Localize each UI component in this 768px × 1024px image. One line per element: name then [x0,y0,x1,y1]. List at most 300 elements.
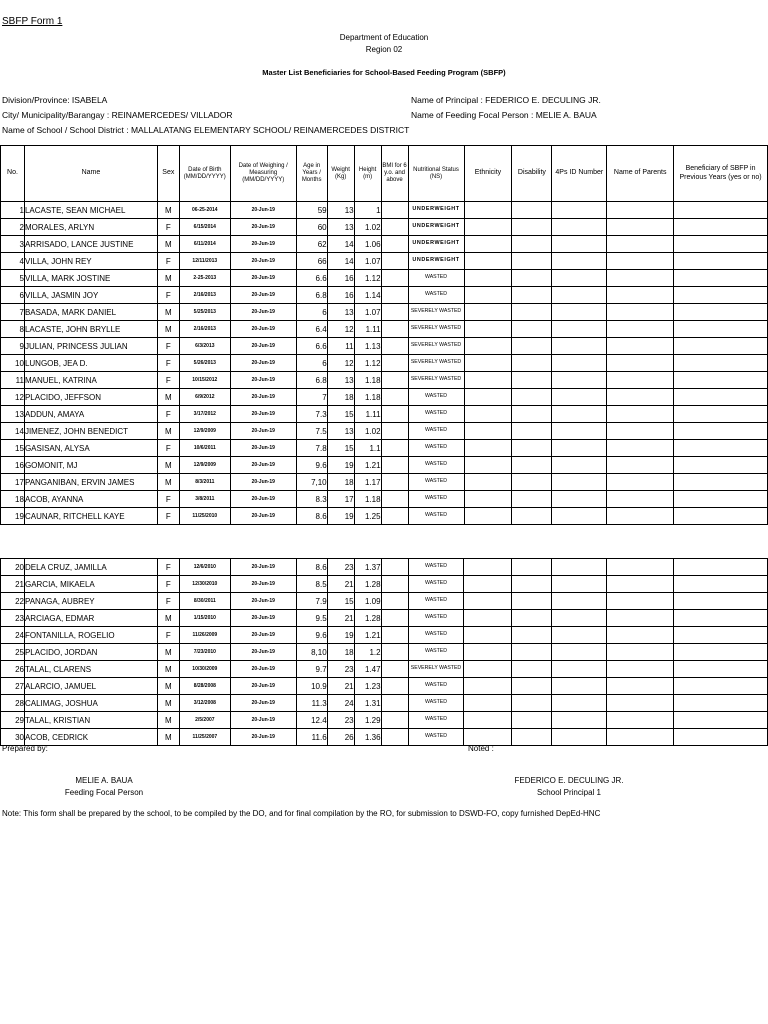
cell-date-of-weighing: 20-Jun-19 [230,457,296,474]
cell-nutritional-status: WASTED [408,644,464,661]
cell-4ps-id [552,304,607,321]
cell-ethnicity [464,406,512,423]
cell-ethnicity [464,202,512,219]
cell-bmi [381,593,408,610]
cell-no: 16 [1,457,25,474]
cell-beneficiary-previous [674,644,768,661]
cell-nutritional-status: WASTED [408,491,464,508]
cell-nutritional-status: WASTED [408,389,464,406]
cell-weight: 14 [327,253,354,270]
cell-height: 1.47 [354,661,381,678]
table-row [1,423,768,440]
cell-weight: 23 [327,559,354,576]
cell-ethnicity [464,576,512,593]
form-title: SBFP Form 1 [2,16,63,27]
cell-disability [512,610,552,627]
table-row [1,372,768,389]
cell-age: 8.3 [296,491,327,508]
table-row [1,321,768,338]
table-row [1,576,768,593]
cell-height: 1.21 [354,627,381,644]
cell-date-of-weighing: 20-Jun-19 [230,729,296,746]
cell-bmi [381,508,408,525]
cell-date-of-birth: 3/12/2008 [179,695,230,712]
cell-sex: M [157,695,179,712]
cell-sex: F [157,219,179,236]
cell-nutritional-status: SEVERELY WASTED [408,355,464,372]
cell-nutritional-status: WASTED [408,695,464,712]
cell-bmi [381,338,408,355]
cell-name: GASISAN, ALYSA [24,440,157,457]
cell-age: 9.6 [296,457,327,474]
cell-bmi [381,474,408,491]
cell-sex: F [157,253,179,270]
cell-bmi [381,610,408,627]
cell-date-of-weighing: 20-Jun-19 [230,712,296,729]
principal-name: FEDERICO E. DECULING JR. [514,776,624,785]
cell-no: 25 [1,644,25,661]
cell-name: FONTANILLA, ROGELIO [24,627,157,644]
cell-date-of-weighing: 20-Jun-19 [230,695,296,712]
cell-ethnicity [464,661,512,678]
table-row [1,627,768,644]
cell-disability [512,355,552,372]
table-row [1,304,768,321]
cell-height: 1.02 [354,219,381,236]
cell-age: 6 [296,355,327,372]
cell-weight: 13 [327,202,354,219]
cell-nutritional-status: SEVERELY WASTED [408,304,464,321]
cell-age: 11.3 [296,695,327,712]
cell-name: BASADA, MARK DANIEL [24,304,157,321]
cell-beneficiary-previous [674,712,768,729]
cell-date-of-weighing: 20-Jun-19 [230,508,296,525]
table-row [1,712,768,729]
form-note: Note: This form shall be prepared by the school, to be compiled by the DO, and for final compilation by the RO, for submission to DSWD-FO, copy furnished DepEd-HNC [2,809,601,818]
cell-4ps-id [552,202,607,219]
header-name: Name [24,146,157,202]
cell-date-of-weighing: 20-Jun-19 [230,236,296,253]
cell-sex: M [157,474,179,491]
cell-date-of-weighing: 20-Jun-19 [230,440,296,457]
cell-weight: 19 [327,627,354,644]
cell-4ps-id [552,593,607,610]
cell-4ps-id [552,270,607,287]
prepared-by-label: Prepared by: [2,744,48,753]
table-row [1,508,768,525]
cell-name: PANAGA, AUBREY [24,593,157,610]
cell-date-of-birth: 3/8/2011 [179,491,230,508]
cell-ethnicity [464,491,512,508]
cell-disability [512,712,552,729]
cell-height: 1.2 [354,644,381,661]
cell-ethnicity [464,712,512,729]
cell-nutritional-status: UNDERWEIGHT [408,219,464,236]
cell-nutritional-status: WASTED [408,627,464,644]
beneficiaries-table-part-2 [0,558,768,746]
cell-no: 15 [1,440,25,457]
cell-no: 28 [1,695,25,712]
cell-no: 22 [1,593,25,610]
cell-sex: F [157,559,179,576]
cell-weight: 14 [327,236,354,253]
cell-nutritional-status: WASTED [408,610,464,627]
cell-date-of-weighing: 20-Jun-19 [230,355,296,372]
cell-4ps-id [552,457,607,474]
table-row [1,270,768,287]
cell-height: 1.14 [354,287,381,304]
cell-disability [512,219,552,236]
header-nutritional-status: Nutritional Status (NS) [408,146,464,202]
cell-height: 1.28 [354,576,381,593]
cell-sex: F [157,508,179,525]
cell-nutritional-status: WASTED [408,712,464,729]
cell-sex: F [157,593,179,610]
cell-name-of-parents [607,678,674,695]
cell-age: 6 [296,304,327,321]
cell-no: 30 [1,729,25,746]
cell-age: 8.6 [296,559,327,576]
principal-info: Name of Principal : FEDERICO E. DECULING JR. [411,95,601,105]
cell-beneficiary-previous [674,457,768,474]
cell-age: 7.8 [296,440,327,457]
cell-beneficiary-previous [674,491,768,508]
beneficiaries-table-part-1 [0,145,768,525]
cell-ethnicity [464,338,512,355]
cell-disability [512,440,552,457]
cell-no: 24 [1,627,25,644]
cell-disability [512,593,552,610]
cell-no: 29 [1,712,25,729]
cell-beneficiary-previous [674,661,768,678]
cell-bmi [381,219,408,236]
cell-age: 7.5 [296,423,327,440]
cell-name: PANGANIBAN, ERVIN JAMES [24,474,157,491]
cell-bmi [381,355,408,372]
cell-4ps-id [552,338,607,355]
cell-ethnicity [464,457,512,474]
cell-sex: F [157,627,179,644]
cell-height: 1.11 [354,406,381,423]
cell-date-of-birth: 12/11/2013 [179,253,230,270]
cell-date-of-birth: 6/9/2012 [179,389,230,406]
cell-name-of-parents [607,695,674,712]
cell-no: 23 [1,610,25,627]
cell-date-of-weighing: 20-Jun-19 [230,661,296,678]
cell-bmi [381,406,408,423]
cell-disability [512,695,552,712]
cell-4ps-id [552,389,607,406]
cell-disability [512,576,552,593]
cell-date-of-birth: 06-25-2014 [179,202,230,219]
cell-beneficiary-previous [674,695,768,712]
cell-name: GARCIA, MIKAELA [24,576,157,593]
cell-4ps-id [552,423,607,440]
cell-sex: M [157,321,179,338]
cell-age: 62 [296,236,327,253]
cell-beneficiary-previous [674,559,768,576]
cell-name-of-parents [607,389,674,406]
cell-no: 13 [1,406,25,423]
header-weight: Weight (Kg) [327,146,354,202]
school-info: Name of School / School District : MALLALATANG ELEMENTARY SCHOOL/ REINAMERCEDES DISTRICT [2,125,410,135]
cell-date-of-weighing: 20-Jun-19 [230,593,296,610]
cell-ethnicity [464,627,512,644]
cell-height: 1.21 [354,457,381,474]
cell-beneficiary-previous [674,372,768,389]
cell-nutritional-status: WASTED [408,457,464,474]
cell-height: 1.06 [354,236,381,253]
cell-beneficiary-previous [674,304,768,321]
department-heading: Department of Education [339,33,429,42]
focal-person-info: Name of Feeding Focal Person : MELIE A. BAUA [411,110,597,120]
cell-4ps-id [552,474,607,491]
cell-height: 1.09 [354,593,381,610]
cell-weight: 18 [327,389,354,406]
table-row [1,355,768,372]
table-row [1,644,768,661]
cell-disability [512,338,552,355]
table-body-part-2 [1,559,768,746]
cell-height: 1.36 [354,729,381,746]
table-row [1,202,768,219]
cell-4ps-id [552,219,607,236]
cell-ethnicity [464,474,512,491]
cell-4ps-id [552,508,607,525]
cell-ethnicity [464,304,512,321]
cell-height: 1.29 [354,712,381,729]
cell-sex: M [157,304,179,321]
cell-no: 11 [1,372,25,389]
table-row [1,695,768,712]
cell-age: 7.9 [296,593,327,610]
table-row [1,287,768,304]
cell-nutritional-status: WASTED [408,474,464,491]
cell-bmi [381,287,408,304]
cell-disability [512,644,552,661]
cell-bmi [381,559,408,576]
cell-age: 8.6 [296,508,327,525]
cell-weight: 18 [327,474,354,491]
cell-nutritional-status: WASTED [408,576,464,593]
cell-no: 14 [1,423,25,440]
cell-date-of-weighing: 20-Jun-19 [230,627,296,644]
cell-no: 4 [1,253,25,270]
cell-nutritional-status: WASTED [408,440,464,457]
cell-beneficiary-previous [674,202,768,219]
cell-name: MORALES, ARLYN [24,219,157,236]
cell-nutritional-status: UNDERWEIGHT [408,236,464,253]
cell-name: VILLA, MARK JOSTINE [24,270,157,287]
preparer-name: MELIE A. BAUA [75,776,133,785]
cell-date-of-birth: 3/17/2012 [179,406,230,423]
header-age: Age in Years / Months [296,146,327,202]
cell-ethnicity [464,729,512,746]
cell-bmi [381,321,408,338]
cell-height: 1.1 [354,440,381,457]
cell-beneficiary-previous [674,576,768,593]
cell-date-of-weighing: 20-Jun-19 [230,644,296,661]
cell-date-of-weighing: 20-Jun-19 [230,287,296,304]
cell-name: VILLA, JOHN REY [24,253,157,270]
cell-no: 9 [1,338,25,355]
cell-ethnicity [464,236,512,253]
cell-date-of-birth: 7/23/2010 [179,644,230,661]
cell-sex: F [157,576,179,593]
cell-4ps-id [552,610,607,627]
cell-name-of-parents [607,236,674,253]
table-body-part-1 [1,202,768,525]
cell-4ps-id [552,372,607,389]
cell-name: MANUEL, KATRINA [24,372,157,389]
cell-disability [512,270,552,287]
cell-ethnicity [464,423,512,440]
cell-weight: 19 [327,508,354,525]
cell-no: 27 [1,678,25,695]
cell-date-of-weighing: 20-Jun-19 [230,253,296,270]
division-info: Division/Province: ISABELA [2,95,108,105]
cell-bmi [381,253,408,270]
table-row [1,559,768,576]
cell-ethnicity [464,287,512,304]
cell-4ps-id [552,644,607,661]
cell-age: 59 [296,202,327,219]
cell-beneficiary-previous [674,610,768,627]
cell-name-of-parents [607,559,674,576]
cell-date-of-weighing: 20-Jun-19 [230,372,296,389]
cell-nutritional-status: UNDERWEIGHT [408,253,464,270]
cell-name-of-parents [607,474,674,491]
cell-name-of-parents [607,372,674,389]
cell-date-of-birth: 10/6/2011 [179,440,230,457]
cell-no: 8 [1,321,25,338]
cell-ethnicity [464,508,512,525]
cell-name: ALARCIO, JAMUEL [24,678,157,695]
cell-name: PLACIDO, JORDAN [24,644,157,661]
cell-name-of-parents [607,355,674,372]
cell-nutritional-status: SEVERELY WASTED [408,372,464,389]
cell-disability [512,253,552,270]
cell-date-of-birth: 2-25-2013 [179,270,230,287]
cell-beneficiary-previous [674,423,768,440]
cell-name-of-parents [607,627,674,644]
cell-disability [512,457,552,474]
cell-age: 66 [296,253,327,270]
cell-sex: F [157,406,179,423]
cell-beneficiary-previous [674,474,768,491]
cell-no: 10 [1,355,25,372]
cell-nutritional-status: WASTED [408,593,464,610]
cell-ethnicity [464,219,512,236]
cell-4ps-id [552,321,607,338]
cell-nutritional-status: WASTED [408,406,464,423]
cell-nutritional-status: WASTED [408,678,464,695]
table-row [1,253,768,270]
cell-height: 1.11 [354,321,381,338]
cell-height: 1.07 [354,253,381,270]
cell-height: 1.31 [354,695,381,712]
cell-4ps-id [552,287,607,304]
cell-height: 1.12 [354,270,381,287]
cell-name: LUNGOB, JEA D. [24,355,157,372]
cell-ethnicity [464,610,512,627]
cell-name-of-parents [607,202,674,219]
cell-bmi [381,491,408,508]
cell-name: JIMENEZ, JOHN BENEDICT [24,423,157,440]
table-row [1,491,768,508]
cell-4ps-id [552,695,607,712]
cell-ethnicity [464,593,512,610]
cell-name: TALAL, KRISTIAN [24,712,157,729]
cell-beneficiary-previous [674,440,768,457]
principal-title: School Principal 1 [536,788,602,797]
cell-bmi [381,695,408,712]
cell-name-of-parents [607,321,674,338]
noted-label: Noted : [468,744,494,753]
cell-beneficiary-previous [674,508,768,525]
cell-name: VILLA, JASMIN JOY [24,287,157,304]
cell-date-of-birth: 11/26/2009 [179,627,230,644]
cell-bmi [381,389,408,406]
cell-weight: 16 [327,287,354,304]
cell-height: 1.25 [354,508,381,525]
cell-weight: 21 [327,610,354,627]
cell-sex: M [157,423,179,440]
cell-weight: 13 [327,219,354,236]
table-row [1,338,768,355]
cell-4ps-id [552,712,607,729]
cell-name: ADDUN, AMAYA [24,406,157,423]
cell-weight: 21 [327,678,354,695]
cell-date-of-birth: 11/25/2007 [179,729,230,746]
cell-4ps-id [552,440,607,457]
cell-name-of-parents [607,593,674,610]
cell-height: 1.23 [354,678,381,695]
cell-bmi [381,661,408,678]
cell-age: 12.4 [296,712,327,729]
cell-height: 1.12 [354,355,381,372]
cell-name-of-parents [607,219,674,236]
cell-name-of-parents [607,287,674,304]
cell-no: 17 [1,474,25,491]
cell-age: 6.8 [296,287,327,304]
cell-sex: M [157,644,179,661]
cell-beneficiary-previous [674,389,768,406]
cell-beneficiary-previous [674,219,768,236]
cell-sex: M [157,729,179,746]
cell-bmi [381,440,408,457]
header-no: No. [1,146,25,202]
cell-4ps-id [552,491,607,508]
cell-date-of-weighing: 20-Jun-19 [230,304,296,321]
cell-height: 1.07 [354,304,381,321]
cell-disability [512,321,552,338]
header-beneficiary-previous: Beneficiary of SBFP in Previous Years (yes or no) [674,146,768,202]
cell-4ps-id [552,678,607,695]
cell-date-of-weighing: 20-Jun-19 [230,678,296,695]
cell-date-of-weighing: 20-Jun-19 [230,491,296,508]
cell-4ps-id [552,406,607,423]
cell-sex: M [157,712,179,729]
cell-nutritional-status: WASTED [408,270,464,287]
table-row [1,440,768,457]
cell-ethnicity [464,559,512,576]
cell-disability [512,236,552,253]
cell-ethnicity [464,440,512,457]
table-row [1,457,768,474]
cell-sex: M [157,457,179,474]
cell-no: 2 [1,219,25,236]
